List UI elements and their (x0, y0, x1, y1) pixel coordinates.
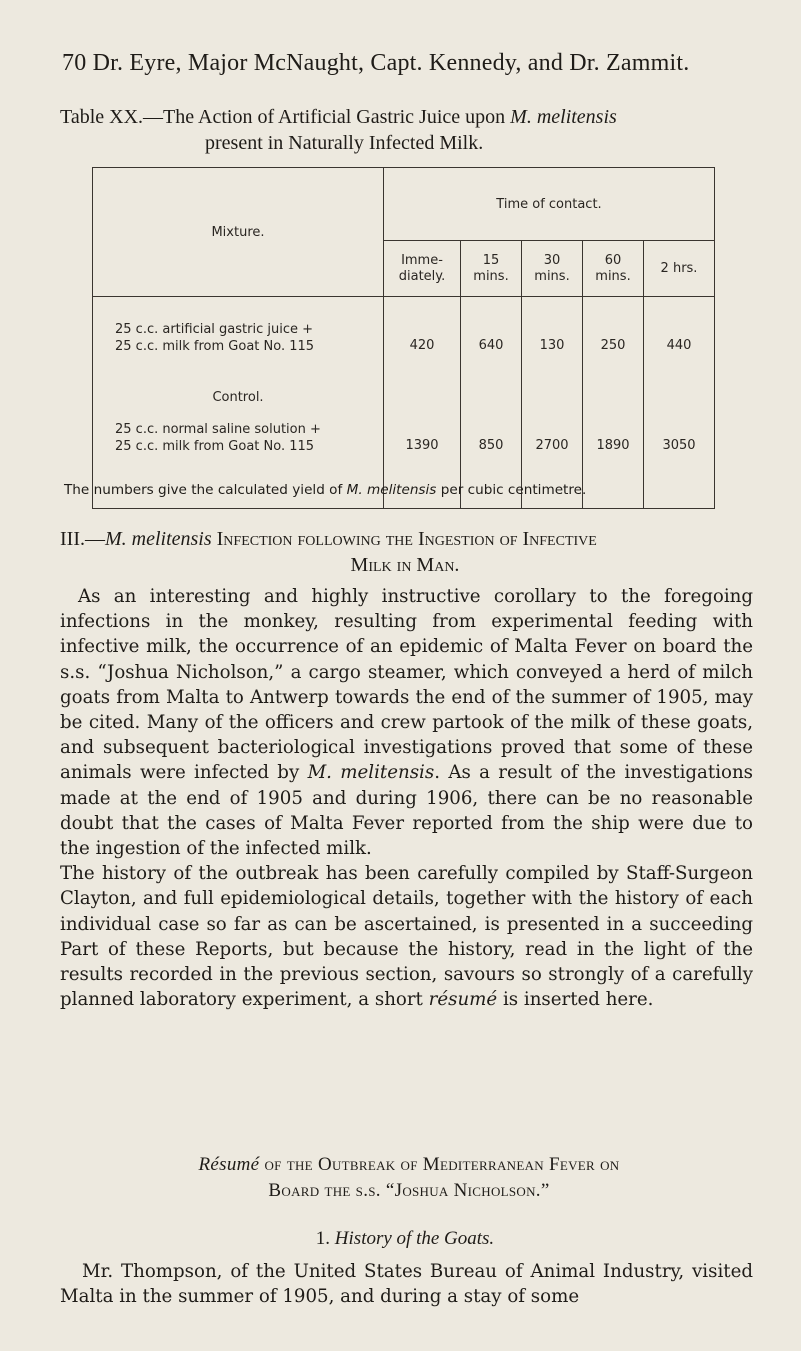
time-col-60-mins (583, 241, 644, 297)
paragraph-2-text-cont: is inserted here. (497, 989, 654, 1011)
mixture-cell (93, 297, 384, 509)
paragraph-2-text: The history of the outbreak has been carefully compiled by Staff-Surgeon Clayton, and full epidemiological details, together with the history of each individual case so far as can be ascertained, is presented in a succeeding Part of these Reports, but because the history, read in the light of the results recorded in the previous section, savours so strongly of a carefully planned laboratory experiment, a short (60, 863, 753, 1011)
resume-heading-line1 (64, 1152, 754, 1178)
section-title-line2: Milk in Man. (350, 554, 460, 576)
final-paragraph-text: Mr. Thompson, of the United States Bureau of Animal Industry, visited Malta in the summer of 1905, and during a stay of some (60, 1261, 753, 1308)
paragraph-1-organism: M. melitensis (307, 762, 435, 784)
row1-value: 640 (478, 338, 504, 353)
time-col-15-mins (461, 241, 522, 297)
time-col-label: mins. (473, 268, 509, 284)
row1-value: 130 (539, 338, 565, 353)
resume-heading-rest: of the Outbreak of Mediterranean Fever on (259, 1154, 620, 1175)
time-col-label: mins. (534, 268, 570, 284)
values-immediately (384, 297, 461, 509)
results-table (92, 167, 715, 509)
time-col-label: 60 (604, 252, 622, 268)
footnote-organism: M. melitensis (346, 482, 437, 498)
paragraph-2 (60, 861, 753, 1012)
time-col-label: Imme- (401, 252, 443, 268)
values-15-mins (461, 297, 522, 509)
row1-mixture-line1: 25 c.c. artificial gastric juice + (115, 322, 314, 337)
row2-value: 2700 (535, 438, 569, 453)
table-footnote (64, 482, 744, 498)
time-col-label: 15 (482, 252, 500, 268)
row1-value: 250 (600, 338, 626, 353)
values-2-hrs (644, 297, 715, 509)
values-30-mins (522, 297, 583, 509)
running-head: 70 Dr. Eyre, Major McNaught, Capt. Kennedy, and Dr. Zammit. (62, 50, 690, 76)
row2-value: 1390 (405, 438, 439, 453)
history-subheading (60, 1228, 750, 1250)
section-title-line1: Infection following the Ingestion of Infective (211, 528, 597, 550)
time-col-label: 2 hrs. (660, 260, 698, 276)
row2-mixture-line1: 25 c.c. normal saline solution + (115, 422, 321, 437)
final-paragraph (60, 1259, 753, 1309)
paragraph-1-text: As an interesting and highly instructive corollary to the foregoing infections in the monkey, resulting from experimental feeding with infective milk, the occurrence of an epidemic of Malta Fever on board the s.s. “Joshua Nicholson,” a cargo steamer, which conveyed a herd of milch goats from Malta to Antwerp towards the end of the summer of 1905, may be cited. Many of the officers and crew partook of the milk of these goats, and subsequent bacteriological investigations proved that some of these animals were infected by (60, 586, 753, 784)
footnote-suffix: per cubic centimetre. (436, 482, 587, 498)
subheading-title: History of the Goats. (334, 1228, 495, 1249)
subheading-number: 1. (315, 1228, 335, 1249)
time-col-30-mins (522, 241, 583, 297)
time-col-label: diately. (398, 268, 446, 284)
row2-value: 850 (478, 438, 504, 453)
time-col-2-hrs (644, 241, 715, 297)
section-heading (60, 526, 750, 578)
time-col-immediately (384, 241, 461, 297)
row2-value: 3050 (662, 438, 696, 453)
table-title-organism: M. melitensis (510, 106, 617, 128)
paragraph-2-resume: résumé (428, 989, 498, 1011)
time-col-label: 30 (543, 252, 561, 268)
paragraph-1-text-cont: . As a result of the investigations made at the end of 1905 and during 1906, there can be no reasonable doubt that the cases of Malta Fever reported from the ship were due to the ingestion of the infected milk. (60, 762, 754, 860)
section-number: III.— (60, 528, 105, 550)
footnote-prefix: The numbers give the calculated yield of (64, 482, 347, 498)
row1-value: 440 (666, 338, 692, 353)
time-of-contact-header: Time of contact. (384, 168, 715, 241)
table-title (60, 104, 760, 156)
resume-heading (64, 1152, 754, 1204)
time-col-label: mins. (595, 268, 631, 284)
resume-heading-line2: Board the s.s. “Joshua Nicholson.” (268, 1180, 550, 1201)
mixture-column-header: Mixture. (93, 168, 384, 297)
table-title-continuation: present in Naturally Infected Milk. (205, 132, 484, 154)
control-label: Control. (212, 390, 264, 405)
row1-value: 420 (409, 338, 435, 353)
body-text (60, 584, 753, 1012)
row1-mixture-line2: 25 c.c. milk from Goat No. 115 (115, 339, 315, 354)
table-title-prefix: Table XX.—The Action of Artificial Gastric Juice upon (60, 106, 511, 128)
values-60-mins (583, 297, 644, 509)
row2-mixture-line2: 25 c.c. milk from Goat No. 115 (115, 439, 315, 454)
section-organism: M. melitensis (104, 528, 212, 550)
paragraph-1 (60, 584, 753, 861)
resume-word: Résumé (198, 1154, 260, 1175)
row2-value: 1890 (596, 438, 630, 453)
